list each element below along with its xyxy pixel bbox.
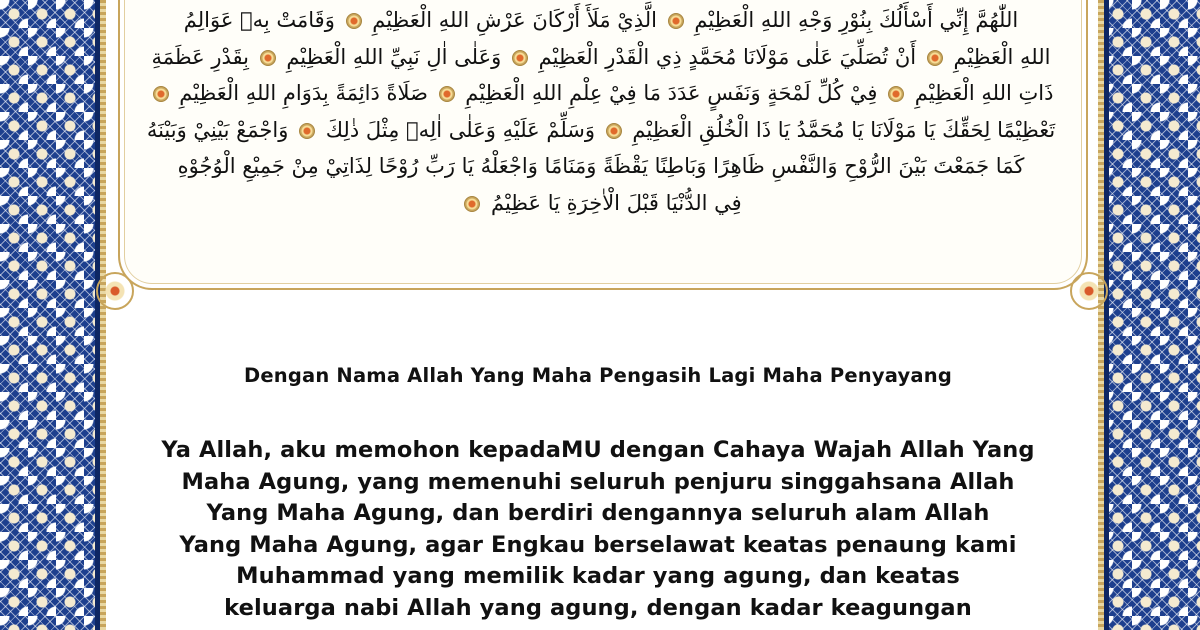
gold-band-right xyxy=(1098,0,1104,630)
verse-end-marker-icon xyxy=(439,86,455,102)
verse-end-marker-icon xyxy=(606,123,622,139)
translation-heading: Dengan Nama Allah Yang Maha Pengasih Lagi Maha Penyayang xyxy=(243,364,953,387)
verse-end-marker-icon xyxy=(512,50,528,66)
corner-ornament-icon xyxy=(1070,272,1108,310)
verse-end-marker-icon xyxy=(346,13,362,29)
arabic-line: اللّٰهُمَّ إِنِّي أَسْأَلُكَ بِنُوْرِ وَجْهِ اللهِ الْعَظِيْمِ الَّذِيْ مَلَأَ أَرْكَانَ عَرْشِ اللهِ الْعَظِيْمِ وَقَامَتْ بِهٖ عَوَالِمُ xyxy=(183,8,1019,32)
translation-line: Yang Maha Agung, dan berdiri dengannya seluruh alam Allah xyxy=(206,500,990,526)
translation-body xyxy=(106,435,1090,624)
border-edge xyxy=(1104,0,1109,630)
corner-ornament-icon xyxy=(96,272,134,310)
verse-end-marker-icon xyxy=(888,86,904,102)
arabic-line: ذَاتِ اللهِ الْعَظِيْمِ فِيْ كُلِّ لَمْحَةٍ وَنَفَسٍ عَدَدَ مَا فِيْ عِلْمِ اللهِ الْعَظِيْمِ صَلَاةً دَائِمَةً بِدَوَامِ اللهِ الْعَظِيْمِ xyxy=(130,75,1072,112)
translation-line: Ya Allah, aku memohon kepadaMU dengan Cahaya Wajah Allah Yang xyxy=(161,437,1035,463)
ornamental-border-right xyxy=(1104,0,1200,630)
verse-end-marker-icon xyxy=(299,123,315,139)
ornamental-border-left xyxy=(0,0,100,630)
verse-end-marker-icon xyxy=(668,13,684,29)
arabic-line: تَعْظِيْمًا لِحَقِّكَ يَا مَوْلَانَا يَا مُحَمَّدُ يَا ذَا الْخُلُقِ الْعَظِيْمِ وَسَلِّمْ عَلَيْهِ وَعَلٰى اٰلِهٖ مِثْلَ ذٰلِكَ وَاجْمَعْ بَيْنِيْ وَبَيْنَهُ xyxy=(146,117,1056,142)
translation-line: keluarga nabi Allah yang agung, dengan kadar keagungan xyxy=(224,594,972,621)
arabic-line: كَمَا جَمَعْتَ بَيْنَ الرُّوْحِ وَالنَّفْسِ ظَاهِرًا وَبَاطِنًا يَقْظَةً وَمَنَامًا وَاجْعَلْهُ يَا رَبِّ رُوْحًا لِذَاتِيْ مِنْ جَمِيْعِ الْوُجُوْهِ xyxy=(177,154,1025,178)
translation-line: Yang Maha Agung, agar Engkau berselawat keatas penaung kami xyxy=(179,531,1017,558)
translation-line: Maha Agung, yang memenuhi seluruh penjuru singgahsana Allah xyxy=(181,468,1015,495)
verse-end-marker-icon xyxy=(153,86,169,102)
translation-line: Muhammad yang memilik kadar yang agung, dan keatas xyxy=(236,563,960,589)
arabic-line: اللهِ الْعَظِيْمِ أَنْ تُصَلِّيَ عَلٰى مَوْلَانَا مُحَمَّدٍ ذِي الْقَدْرِ الْعَظِيْمِ وَعَلٰى اٰلِ نَبِيِّ اللهِ الْعَظِيْمِ بِقَدْرِ عَظَمَةِ xyxy=(151,44,1051,69)
verse-end-marker-icon xyxy=(464,196,480,212)
arabic-line: فِي الدُّنْيَا قَبْلَ الْاٰخِرَةِ يَا عَظِيْمُ xyxy=(130,185,1072,222)
arabic-prayer-text xyxy=(130,2,1072,221)
verse-end-marker-icon xyxy=(927,50,943,66)
verse-end-marker-icon xyxy=(260,50,276,66)
